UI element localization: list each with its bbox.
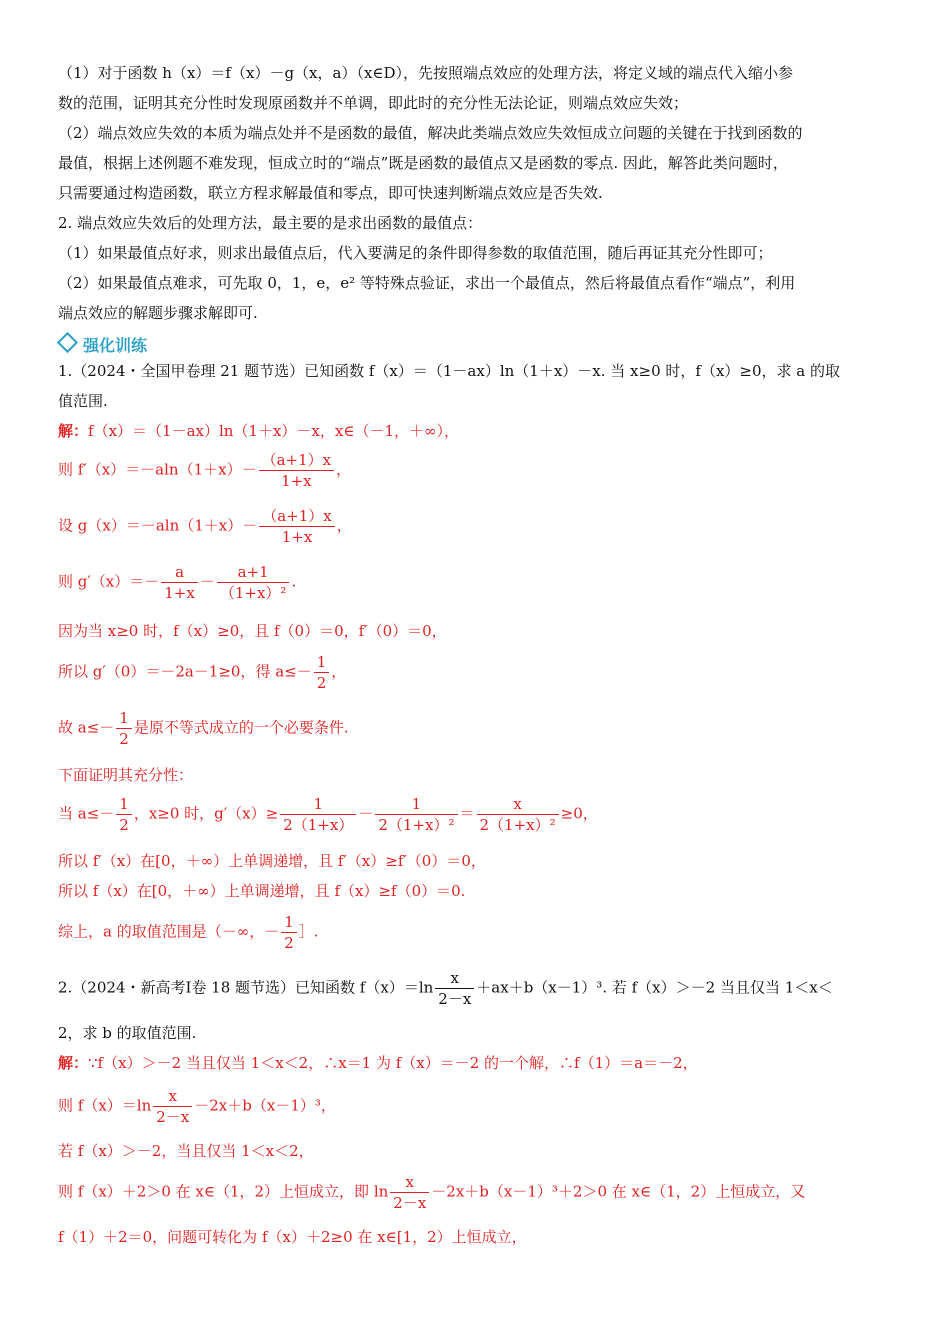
math-text: f（x）＝（1－ax）ln（1＋x）－x，x∈（－1，＋∞）， xyxy=(88,422,459,440)
math-text: 所以 g′（0）＝－2a－1≥0，得 a≤－ xyxy=(58,662,312,681)
fraction: $\frac{1}{2}$ xyxy=(281,912,297,953)
section-heading xyxy=(58,335,147,357)
q2-solution-line xyxy=(58,1086,336,1127)
q1-solution-line xyxy=(58,562,296,603)
q2-solution-line xyxy=(58,1052,698,1074)
q1-solution-line xyxy=(58,420,459,442)
math-text: 综上，a 的取值范围是（－∞，－ xyxy=(58,922,280,941)
q2-solution-line: f（1）＋2＝0，问题可转化为 f（x）＋2≥0 在 x∈[1，2）上恒成立， xyxy=(58,1228,527,1246)
q1-solution-line xyxy=(58,794,598,835)
math-text: 当 a≤－ xyxy=(58,804,115,823)
q1-stem: 1.（2024・全国甲卷理 21 题节选）已知函数 f（x）＝（1－ax）ln（1＋x）－x. 当 x≥0 时，f（x）≥0，求 a 的取 xyxy=(58,362,841,380)
math-text: 设 g（x）＝－aln（1＋x）－ xyxy=(58,516,258,535)
math-text: ，x≥0 时，g′（x）≥ xyxy=(133,804,279,823)
math-text: ＋ax＋b（x－1）³. 若 f（x）＞－2 当且仅当 1＜x＜ xyxy=(476,978,833,997)
fraction: $\frac{1}{\text{2（1+x）²}}$ xyxy=(375,794,457,835)
text-line: （1）如果最值点好求，则求出最值点后，代入要满足的条件即得参数的取值范围，随后再证其充分性即可； xyxy=(58,244,773,262)
text-line: 数的范围，证明其充分性时发现原函数并不单调，即此时的充分性无法论证，则端点效应失效； xyxy=(58,94,689,112)
q1-solution-line xyxy=(58,450,351,491)
math-text: ＝ xyxy=(459,804,475,823)
text-line: 2. 端点效应失效后的处理方法，最主要的是求出函数的最值点： xyxy=(58,214,483,232)
q1-solution-line xyxy=(58,652,346,693)
math-text: 则 f（x）＝ln xyxy=(58,1096,152,1115)
q1-solution-line: 所以 f′（x）在[0，＋∞）上单调递增，且 f′（x）≥f′（0）＝0， xyxy=(58,852,486,870)
q1-stem: 值范围. xyxy=(58,392,108,410)
q1-solution-line xyxy=(58,506,352,547)
section-title: 强化训练 xyxy=(83,336,148,355)
math-text: . xyxy=(291,572,297,591)
text-line: 只需要通过构造函数，联立方程求解最值和零点，即可快速判断端点效应是否失效. xyxy=(58,184,603,202)
fraction: $\frac{a+1}{\text{（1+x）²}}$ xyxy=(217,562,290,603)
math-text: 则 f′（x）＝－aln（1＋x）－ xyxy=(58,460,257,479)
math-text: ， xyxy=(336,460,352,479)
q1-solution-line xyxy=(58,708,349,749)
fraction: $\frac{x}{2-x}$ xyxy=(435,968,474,1009)
fraction: $\frac{1}{2(1+x)}$ xyxy=(280,794,356,835)
fraction: $\frac{x}{\text{2（1+x）²}}$ xyxy=(477,794,559,835)
math-text: － xyxy=(199,572,215,591)
fraction: $\frac{1}{2}$ xyxy=(314,652,330,693)
math-text: ∵f（x）＞－2 当且仅当 1＜x＜2，∴x＝1 为 f（x）＝－2 的一个解，∴f（1）＝a＝－2， xyxy=(88,1054,698,1072)
q2-solution-line xyxy=(58,1172,805,1213)
text-line: （2）如果最值点难求，可先取 0，1，e，e² 等特殊点验证，求出一个最值点，然后将最值点看作“端点”，利用 xyxy=(58,274,796,292)
math-text: 则 g′（x）＝－ xyxy=(58,572,160,591)
fraction: $\frac{1}{2}$ xyxy=(116,708,132,749)
q2-solution-line: 若 f（x）＞－2，当且仅当 1＜x＜2， xyxy=(58,1142,314,1160)
diamond-icon xyxy=(57,332,78,353)
q1-solution-line: 所以 f（x）在[0，＋∞）上单调递增，且 f（x）≥f（0）＝0. xyxy=(58,882,466,900)
fraction: $\frac{x}{2-x}$ xyxy=(153,1086,192,1127)
math-text: ， xyxy=(336,516,352,535)
q1-solution-line xyxy=(58,912,319,953)
math-text: －2x＋b（x－1）³＋2＞0 在 x∈（1，2）上恒成立，又 xyxy=(431,1182,806,1201)
math-text: 2.（2024・新高考Ⅰ卷 18 题节选）已知函数 f（x）＝ln xyxy=(58,978,434,997)
math-text: － xyxy=(358,804,374,823)
math-text: ， xyxy=(331,662,347,681)
math-text: 故 a≤－ xyxy=(58,718,115,737)
fraction: $\frac{a}{1+x}$ xyxy=(161,562,198,603)
fraction: $\frac{1}{2}$ xyxy=(116,794,132,835)
math-text: ≥0， xyxy=(560,804,598,823)
fraction: $\frac{(a+1)x}{1+x}$ xyxy=(259,506,335,547)
text-line: （1）对于函数 h（x）＝f（x）－g（x，a）（x∈D），先按照端点效应的处理方法，将定义域的端点代入缩小参 xyxy=(58,64,794,82)
text-line: （2）端点效应失效的本质为端点处并不是函数的最值，解决此类端点效应失效恒成立问题的关键在于找到函数的 xyxy=(58,124,803,142)
fraction: $\frac{(a+1)x}{1+x}$ xyxy=(259,450,335,491)
solution-label: 解： xyxy=(58,1054,89,1072)
math-text: ］. xyxy=(298,922,319,941)
math-text: 则 f（x）＋2＞0 在 x∈（1，2）上恒成立，即 ln xyxy=(58,1182,389,1201)
solution-label: 解： xyxy=(58,422,89,440)
q1-solution-line: 下面证明其充分性： xyxy=(58,766,194,784)
text-line: 端点效应的解题步骤求解即可. xyxy=(58,304,258,322)
fraction: $\frac{x}{2-x}$ xyxy=(390,1172,429,1213)
math-text: 是原不等式成立的一个必要条件. xyxy=(133,718,349,737)
q2-stem: 2，求 b 的取值范围. xyxy=(58,1024,197,1042)
q2-stem xyxy=(58,968,833,1009)
math-text: －2x＋b（x－1）³， xyxy=(194,1096,336,1115)
text-line: 最值，根据上述例题不难发现，恒成立时的“端点”既是函数的最值点又是函数的零点. 因此，解答此类问题时， xyxy=(58,154,788,172)
q1-solution-line: 因为当 x≥0 时，f（x）≥0，且 f（0）＝0，f′（0）＝0， xyxy=(58,622,447,640)
